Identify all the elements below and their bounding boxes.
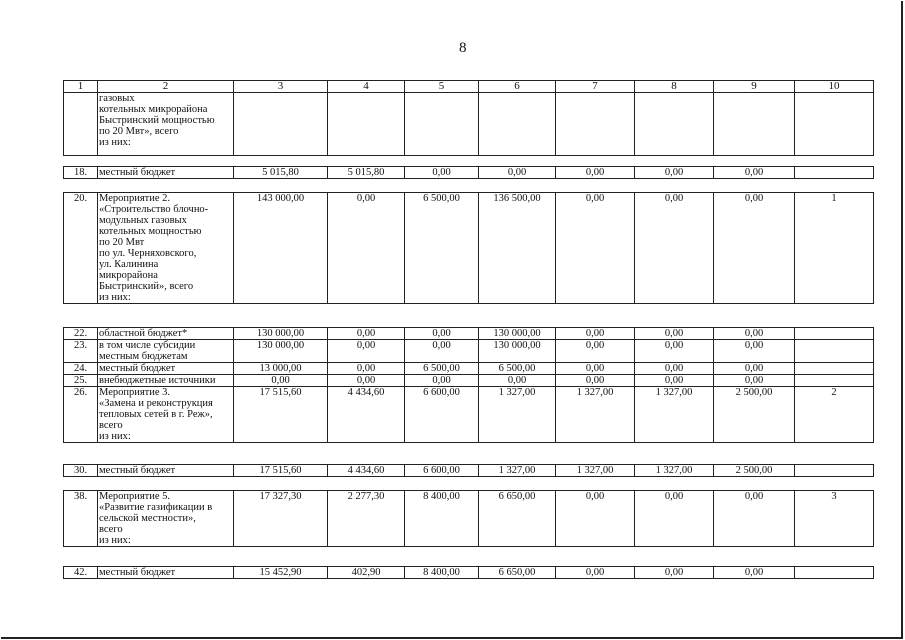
value-cell: 0,00 [328, 340, 405, 363]
table-row [64, 93, 874, 156]
value-cell: 0,00 [328, 375, 405, 387]
table-row [64, 167, 874, 179]
value-cell: 2 [795, 387, 874, 443]
row-number-cell: 30. [64, 465, 98, 477]
value-cell [795, 93, 874, 156]
value-cell: 136 500,00 [479, 193, 556, 304]
name-line: из них: [99, 137, 131, 148]
value-cell [479, 93, 556, 156]
value-cell: 0,00 [635, 363, 714, 375]
value-cell: 2 500,00 [714, 465, 795, 477]
value-cell: 0,00 [714, 363, 795, 375]
table-row [64, 491, 874, 547]
value-cell: 8 400,00 [405, 491, 479, 547]
value-cell: 0,00 [714, 340, 795, 363]
value-cell: 0,00 [635, 375, 714, 387]
table-row [64, 328, 874, 340]
name-line: в том числе субсидии [99, 340, 196, 351]
value-cell: 6 500,00 [405, 363, 479, 375]
name-line: местный бюджет [99, 167, 176, 178]
name-line: местный бюджет [99, 363, 176, 374]
page-number: 8 [459, 40, 467, 56]
table-block-18 [63, 166, 874, 179]
header-cell: 9 [714, 81, 795, 93]
value-cell: 0,00 [479, 375, 556, 387]
value-cell: 6 500,00 [405, 193, 479, 304]
value-cell: 0,00 [405, 167, 479, 179]
row-number-cell: 24. [64, 363, 98, 375]
table-row [64, 363, 874, 375]
value-cell [795, 375, 874, 387]
table-block-22-26 [63, 327, 874, 443]
header-cell: 4 [328, 81, 405, 93]
value-cell: 0,00 [556, 328, 635, 340]
value-cell: 6 600,00 [405, 387, 479, 443]
name-line: областной бюджет* [99, 328, 188, 339]
header-cell: 5 [405, 81, 479, 93]
value-cell: 1 327,00 [556, 387, 635, 443]
name-line: всего [99, 524, 123, 535]
value-cell: 0,00 [556, 363, 635, 375]
value-cell: 1 327,00 [635, 387, 714, 443]
value-cell: 17 327,30 [234, 491, 328, 547]
header-cell: 2 [98, 81, 234, 93]
name-line: тепловых сетей в г. Реж», [99, 409, 213, 420]
value-cell: 0,00 [635, 328, 714, 340]
value-cell [795, 465, 874, 477]
name-line: по ул. Черняховского, [99, 248, 197, 259]
value-cell: 0,00 [635, 193, 714, 304]
header-row [64, 81, 874, 93]
table-row [64, 567, 874, 579]
name-line: микрорайона [99, 270, 158, 281]
value-cell: 6 600,00 [405, 465, 479, 477]
name-line: Мероприятие 5. [99, 491, 171, 502]
name-line: из них: [99, 431, 131, 442]
row-number-cell: 38. [64, 491, 98, 547]
header-cell: 1 [64, 81, 98, 93]
value-cell: 0,00 [635, 491, 714, 547]
row-number-cell: 25. [64, 375, 98, 387]
value-cell: 0,00 [714, 193, 795, 304]
value-cell: 3 [795, 491, 874, 547]
name-line: местный бюджет [99, 465, 176, 476]
name-line: Мероприятие 2. [99, 193, 171, 204]
table-block-30 [63, 464, 874, 477]
name-line: Мероприятие 3. [99, 387, 171, 398]
value-cell: 0,00 [714, 375, 795, 387]
row-name-cell [98, 328, 234, 340]
name-line: «Замена и реконструкция [99, 398, 213, 409]
name-line: котельных микрорайона [99, 104, 208, 115]
name-line: местный бюджет [99, 567, 176, 578]
value-cell: 0,00 [405, 340, 479, 363]
value-cell: 130 000,00 [479, 340, 556, 363]
row-name-cell [98, 363, 234, 375]
value-cell: 0,00 [556, 340, 635, 363]
value-cell: 8 400,00 [405, 567, 479, 579]
table-block-20 [63, 192, 874, 304]
value-cell: 2 500,00 [714, 387, 795, 443]
value-cell: 4 434,60 [328, 387, 405, 443]
value-cell [795, 340, 874, 363]
value-cell: 15 452,90 [234, 567, 328, 579]
value-cell: 0,00 [328, 193, 405, 304]
row-name-cell [98, 375, 234, 387]
value-cell: 13 000,00 [234, 363, 328, 375]
name-line: ул. Калинина [99, 259, 159, 270]
value-cell: 17 515,60 [234, 387, 328, 443]
table-row [64, 465, 874, 477]
value-cell: 0,00 [635, 167, 714, 179]
value-cell: 0,00 [714, 328, 795, 340]
row-name-cell [98, 567, 234, 579]
value-cell: 0,00 [328, 363, 405, 375]
row-name-cell [98, 465, 234, 477]
value-cell: 0,00 [714, 567, 795, 579]
value-cell: 5 015,80 [328, 167, 405, 179]
row-name-cell [98, 193, 234, 304]
name-line: Быстринский», всего [99, 281, 194, 292]
value-cell: 0,00 [328, 328, 405, 340]
table-block-header [63, 80, 874, 156]
value-cell [795, 328, 874, 340]
value-cell: 0,00 [714, 167, 795, 179]
value-cell: 143 000,00 [234, 193, 328, 304]
value-cell [234, 93, 328, 156]
name-line: из них: [99, 535, 131, 546]
value-cell [635, 93, 714, 156]
name-line: внебюджетные источники [99, 375, 216, 386]
value-cell: 130 000,00 [234, 328, 328, 340]
header-cell: 3 [234, 81, 328, 93]
table-row [64, 340, 874, 363]
header-cell: 8 [635, 81, 714, 93]
value-cell: 0,00 [405, 375, 479, 387]
row-number-cell: 22. [64, 328, 98, 340]
value-cell: 0,00 [556, 375, 635, 387]
row-number-cell: 23. [64, 340, 98, 363]
value-cell: 0,00 [405, 328, 479, 340]
header-cell: 10 [795, 81, 874, 93]
value-cell: 1 [795, 193, 874, 304]
table-row [64, 387, 874, 443]
name-line: газовых [99, 93, 135, 104]
name-line: котельных мощностью [99, 226, 202, 237]
value-cell: 0,00 [714, 491, 795, 547]
value-cell [556, 93, 635, 156]
table-block-38 [63, 490, 874, 547]
value-cell [795, 363, 874, 375]
value-cell: 1 327,00 [479, 387, 556, 443]
row-number-cell [64, 93, 98, 156]
value-cell [328, 93, 405, 156]
name-line: по 20 Мвт», всего [99, 126, 179, 137]
name-line: по 20 Мвт [99, 237, 145, 248]
name-line: модульных газовых [99, 215, 187, 226]
value-cell: 402,90 [328, 567, 405, 579]
row-name-cell [98, 491, 234, 547]
value-cell [795, 167, 874, 179]
value-cell: 1 327,00 [479, 465, 556, 477]
table-row [64, 375, 874, 387]
name-line: Быстринский мощностью [99, 115, 215, 126]
row-number-cell: 26. [64, 387, 98, 443]
value-cell: 0,00 [556, 193, 635, 304]
value-cell [405, 93, 479, 156]
value-cell [795, 567, 874, 579]
row-name-cell [98, 93, 234, 156]
value-cell: 130 000,00 [479, 328, 556, 340]
name-line: сельской местности», [99, 513, 196, 524]
value-cell: 1 327,00 [635, 465, 714, 477]
row-number-cell: 18. [64, 167, 98, 179]
value-cell: 4 434,60 [328, 465, 405, 477]
value-cell: 0,00 [556, 167, 635, 179]
value-cell: 0,00 [556, 567, 635, 579]
table-row [64, 193, 874, 304]
value-cell: 0,00 [635, 340, 714, 363]
header-cell: 7 [556, 81, 635, 93]
row-name-cell [98, 387, 234, 443]
header-cell: 6 [479, 81, 556, 93]
name-line: местным бюджетам [99, 351, 188, 362]
value-cell: 6 500,00 [479, 363, 556, 375]
value-cell: 1 327,00 [556, 465, 635, 477]
name-line: из них: [99, 292, 131, 303]
row-number-cell: 42. [64, 567, 98, 579]
value-cell [714, 93, 795, 156]
row-name-cell [98, 167, 234, 179]
value-cell: 2 277,30 [328, 491, 405, 547]
table-block-42 [63, 566, 874, 579]
value-cell: 0,00 [556, 491, 635, 547]
name-line: «Строительство блочно- [99, 204, 209, 215]
row-number-cell: 20. [64, 193, 98, 304]
value-cell: 17 515,60 [234, 465, 328, 477]
value-cell: 130 000,00 [234, 340, 328, 363]
value-cell: 6 650,00 [479, 491, 556, 547]
value-cell: 0,00 [234, 375, 328, 387]
name-line: всего [99, 420, 123, 431]
value-cell: 6 650,00 [479, 567, 556, 579]
value-cell: 0,00 [635, 567, 714, 579]
name-line: «Развитие газификации в [99, 502, 213, 513]
value-cell: 5 015,80 [234, 167, 328, 179]
row-name-cell [98, 340, 234, 363]
value-cell: 0,00 [479, 167, 556, 179]
